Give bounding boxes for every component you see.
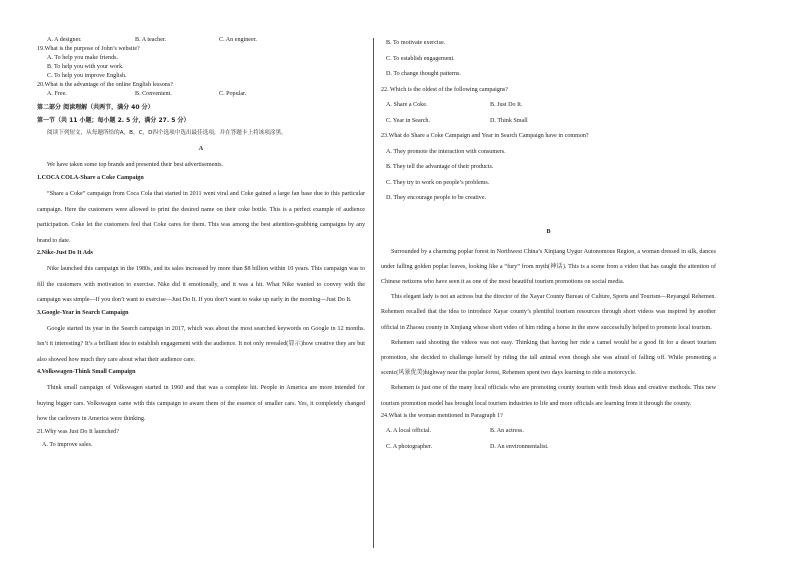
paragraph-coca-cola: “Share a Coke” campaign from Coca Cola that started in 2011 went viral and Coke gained a large fan base due to this particular campaign. Here the customers were allowed to print the desired name on their coke bottle. This is a perfect example of audience participation. Coke let the customers feel that Coke cares for them. This was among the best attention-grabbing campaigns by any brand to date. [37, 191, 365, 244]
q21-text: 21.Why was Just Do It launched? [37, 428, 119, 435]
column-divider [373, 38, 374, 548]
q24-options-row2 [381, 443, 716, 459]
heading-coca-cola: 1.COCA COLA-Share a Coke Campaign [37, 175, 144, 182]
q21-option-b: B. To motivate exercise. [386, 40, 446, 46]
passage-b-paragraph-1: Surrounded by a charming poplar forest in Northwest China’s Xinjiang Uygur Autonomous Region, a woman dressed in silk, dances under falling golden poplar leaves, looking like a “fury” from myth(神话). This is a scene from a video that has caught the attention of Chinese netizens who have seen it as one of the most beautiful tourism promotions on social media. [381, 248, 716, 285]
right-column [381, 39, 716, 458]
q19-option-a: A. To help you make friends. [47, 55, 119, 61]
heading-volkswagen: 4.Volkswagen-Think Small Campaign [37, 369, 136, 376]
q21-option-a: A. To improve sales. [42, 441, 93, 448]
section1-title: 第一节（共 11 小题；每小题 2. 5 分，满分 27. 5 分） [37, 117, 190, 124]
q23-option-c: C. They try to work on people’s problems. [386, 179, 490, 186]
q23-option-a: A. They promote the interaction with consumers. [386, 148, 506, 155]
passage-b-paragraph-2: This elegant lady is not an actress but the director of the Xayar County Bureau of Culture, Sports and Tourism—Reyangul Rehemen. Rehemen recalled that the idea to introduce Xayar county’s plentiful tourism resources through short videos was inspired by another official in Zhaosu county in Xinjiang whose short video of him riding a horse in the snow successfully helped to promote local tourism. [381, 294, 716, 331]
q24-option-b: B. An actress. [490, 428, 524, 435]
instructions: 阅读下列短文，从每题所给的A，B，C，D四个选项中选出最佳选项，并在答题卡上将该项涂黑。 [47, 130, 287, 136]
q22-option-d: D. Think Small [490, 117, 528, 124]
q18-options [37, 36, 365, 45]
q20-option-b: B. Convenient. [135, 91, 172, 97]
left-column [37, 36, 365, 450]
q24-text: 24.What is the woman mentioned in Paragraph 1? [381, 412, 503, 419]
paragraph-google: Google started its year in the Search campaign in 2017, which was about the most searched keywords on Google in 12 months. Isn’t it interesting? It’s a brilliant idea to establish engagement with the audience. It not only revealed(显示)how creative they are but also showed how much they care about what their audience care. [37, 325, 365, 363]
q22-option-b: B. Just Do It. [490, 102, 523, 108]
passage-a-label: A [198, 146, 204, 152]
q22-text: 22. Which is the oldest of the following campaigns? [381, 86, 508, 93]
q20-option-c: C. Popular. [219, 91, 247, 97]
q23-text: 23.What do Share a Coke Campaign and Year in Search Campaign have in common? [381, 133, 589, 139]
q22-option-c: C. Year in Search. [386, 117, 431, 124]
q20-option-a: A. Free. [47, 91, 67, 97]
q22-options-row1 [381, 101, 716, 117]
q19-text: 19.What is the purpose of John’s website? [37, 46, 140, 52]
passage-b-label: B [546, 228, 551, 235]
q19-option-b: B. To help you with your work. [47, 64, 124, 70]
part2-title: 第二部分 阅读理解（共两节，满分 40 分） [37, 104, 154, 111]
q23-option-d: D. They encourage people to be creative. [386, 195, 487, 201]
q22-options-row2 [381, 117, 716, 133]
heading-nike: 2.Nike-Just Do It Ads [37, 250, 93, 257]
q20-options [37, 90, 365, 99]
q21-option-c: C. To establish engagement. [386, 55, 455, 62]
paragraph-volkswagen: Think small campaign of Volkswagen started in 1960 and that was a complete hit. People in America are more intended for buying bigger cars. Volkswagen came with this campaign to aware them of the essence of smaller cars. Yes, it completely changed how the carlovers in America were thinking. [37, 385, 365, 423]
q18-option-a: A. A designer. [47, 37, 82, 43]
passage-b-paragraph-4: Rehemen is just one of the many local officials who are promoting county tourism with fresh ideas and creative methods. This new tourism promotion model has brought local tourism industries to life and more officials are learning from it through the county. [381, 385, 716, 407]
heading-google: 3.Google-Year in Search Campaign [37, 309, 129, 316]
q24-option-d: D. An environmentalist. [490, 443, 549, 450]
q21-option-d: D. To change thought patterns. [386, 71, 461, 77]
q20-text: 20.What is the advantage of the online English lessons? [37, 82, 173, 88]
q19-option-c: C. To help you improve English. [47, 73, 127, 79]
q24-option-c: C. A photographer. [386, 443, 433, 450]
q24-option-a: A. A local official. [386, 428, 432, 435]
paragraph-nike: Nike launched this campaign in the 1980s, and its sales increased by more than $8 billion within 10 years. This campaign was to fill the customers with motivation to exercise. Nike did it emotionally, and it was a hit. What Nike wanted to convey with the campaign was simple—If you don’t want to exercise—Just Do It. If you don’t want to wake up early in the morning—Just Do It. [37, 266, 365, 304]
q18-option-c: C. An engineer. [219, 37, 257, 43]
passage-b-paragraph-3: Rehemen said shooting the videos was not easy. Thinking that having her ride a camel would be a good fit for a desert tourism promotion, she decided to challenge herself by riding the tall animal even though she was afraid of falling off. While promoting a scenic(风景优美)highway near the poplar forest, Rehemen spent two days learning to ride a motorcycle. [381, 339, 716, 377]
q18-option-b: B. A teacher. [135, 37, 167, 43]
q24-options-row1 [381, 427, 716, 443]
passage-a-intro: We have taken some top brands and presented their best advertisements. [47, 162, 224, 168]
q22-option-a: A. Share a Coke. [386, 102, 428, 108]
q23-option-b: B. They tell the advantage of their products. [386, 164, 494, 170]
